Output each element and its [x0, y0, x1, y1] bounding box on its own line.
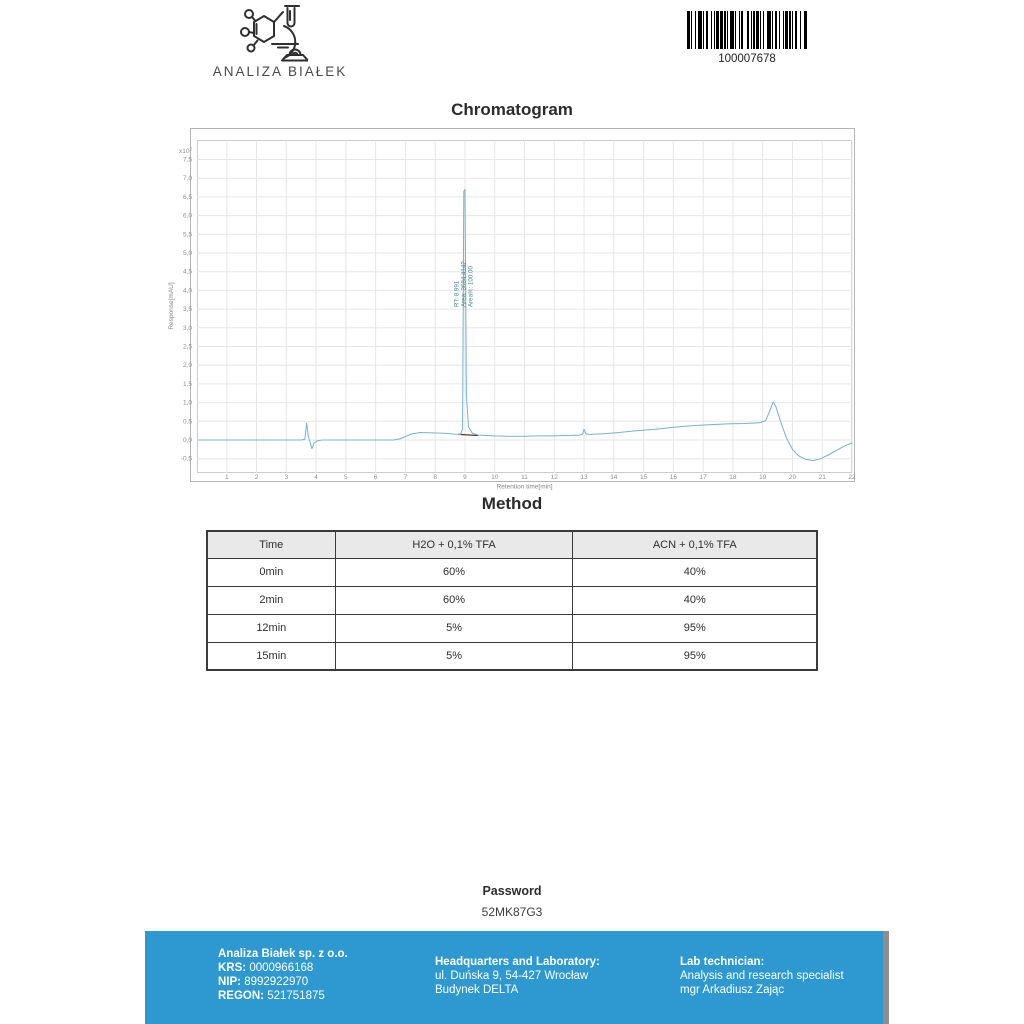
x-tick-label: 6: [373, 474, 378, 481]
footer-hq-block: [435, 955, 600, 997]
table-cell: 12min: [207, 614, 335, 642]
y-tick-label: 1,5: [182, 380, 192, 388]
microscope-molecule-icon: [234, 2, 308, 64]
y-tick-label: 0,0: [182, 437, 192, 444]
tech-label: Lab technician:: [680, 956, 765, 968]
x-tick-label: 7: [403, 474, 408, 481]
hq-address: ul. Duńska 9, 54-427 Wrocław: [435, 970, 589, 982]
x-tick-label: 21: [818, 474, 826, 481]
x-tick-label: 19: [759, 474, 767, 481]
footer-company-block: [218, 947, 348, 1003]
tech-name: mgr Arkadiusz Zając: [680, 984, 785, 996]
table-cell: 40%: [573, 558, 817, 586]
x-tick-label: 22: [848, 474, 856, 481]
table-cell: 95%: [573, 614, 817, 642]
x-tick-label: 13: [580, 474, 588, 481]
x-tick-label: 2: [254, 474, 259, 481]
x-axis-label: Retention time[min]: [496, 483, 553, 491]
y-tick-label: 7,5: [182, 156, 192, 164]
y-tick-label: 2,5: [182, 343, 192, 351]
y-tick-label: -0,5: [180, 455, 192, 463]
y-tick-label: 2,0: [182, 362, 192, 370]
table-cell: 0min: [207, 558, 335, 586]
method-col-header: Time: [207, 531, 335, 558]
y-tick-label: 3,5: [182, 306, 192, 314]
x-tick-label: 15: [639, 474, 648, 481]
table-cell: 60%: [335, 558, 573, 586]
x-tick-label: 20: [788, 474, 797, 481]
x-tick-label: 18: [729, 474, 737, 481]
x-tick-label: 5: [344, 474, 348, 481]
barcode-bar: [804, 11, 807, 49]
method-col-header: H2O + 0,1% TFA: [335, 531, 573, 558]
x-tick-label: 11: [521, 474, 528, 481]
page-edge-shadow: [883, 931, 889, 1024]
chromatogram-title: Chromatogram: [451, 100, 573, 119]
method-table: [206, 530, 818, 671]
table-cell: 5%: [335, 614, 573, 642]
x-tick-label: 17: [699, 474, 707, 481]
chromatogram-chart: [163, 126, 857, 498]
table-cell: 15min: [207, 642, 335, 670]
table-cell: 5%: [335, 642, 573, 670]
hq-label: Headquarters and Laboratory:: [435, 956, 600, 968]
password-label: Password: [482, 884, 542, 898]
y-tick-label: 4,0: [182, 287, 192, 295]
barcode-number: 100007678: [718, 53, 776, 65]
chart-frame: [191, 129, 855, 482]
x-tick-label: 12: [550, 474, 558, 481]
x-tick-label: 1: [224, 474, 229, 481]
hq-building: Budynek DELTA: [435, 984, 519, 996]
y-tick-label: 3,0: [182, 324, 192, 332]
table-row: [207, 558, 817, 586]
tech-role: Analysis and research specialist: [680, 970, 844, 982]
method-col-header: ACN + 0,1% TFA: [573, 531, 817, 558]
chromatogram-trace: [199, 189, 853, 460]
y-tick-label: 4,5: [182, 268, 192, 276]
footer-tech-block: [680, 955, 844, 997]
barcode-image: [687, 11, 807, 49]
y-tick-label: 1,0: [182, 399, 192, 407]
y-tick-label: 7,0: [182, 175, 192, 183]
x-tick-label: 16: [669, 474, 677, 481]
x-tick-label: 14: [610, 474, 618, 481]
company-krs: KRS: 0000966168: [218, 962, 314, 974]
x-tick-label: 4: [314, 474, 318, 481]
company-regon: REGON: 521751875: [218, 990, 325, 1002]
y-tick-label: 0,5: [182, 418, 192, 426]
x-tick-label: 9: [463, 474, 467, 481]
x-tick-label: 8: [433, 474, 437, 481]
table-cell: 95%: [573, 642, 817, 670]
y-axis-multiplier: $x10^2$: [179, 146, 192, 155]
table-row: [207, 642, 817, 670]
password-value: 52MK87G3: [481, 905, 543, 919]
peak-annotation-line: Area: 3684.4142: [460, 261, 468, 307]
y-tick-label: 6,5: [182, 193, 192, 201]
table-cell: 40%: [573, 586, 817, 614]
table-row: [207, 586, 817, 614]
peak-annotation-line: RT: 8.991: [453, 280, 461, 307]
table-cell: 60%: [335, 586, 573, 614]
table-row: [207, 614, 817, 642]
y-tick-label: 5,0: [182, 250, 192, 257]
footer: [145, 931, 883, 1024]
x-tick-label: 10: [491, 474, 499, 481]
y-axis-label: Response[mAU]: [168, 282, 175, 330]
company-name: Analiza Białek sp. z o.o.: [218, 948, 348, 960]
table-cell: 2min: [207, 586, 335, 614]
method-title: Method: [481, 494, 543, 513]
x-tick-label: 3: [284, 474, 289, 481]
y-tick-label: 5,5: [182, 231, 192, 239]
logo-text: ANALIZA BIAŁEK: [212, 64, 348, 79]
peak-annotation-line: Area%: 100.00: [467, 266, 475, 307]
company-nip: NIP: 8992922970: [218, 976, 309, 988]
y-tick-label: 6,0: [182, 212, 192, 220]
